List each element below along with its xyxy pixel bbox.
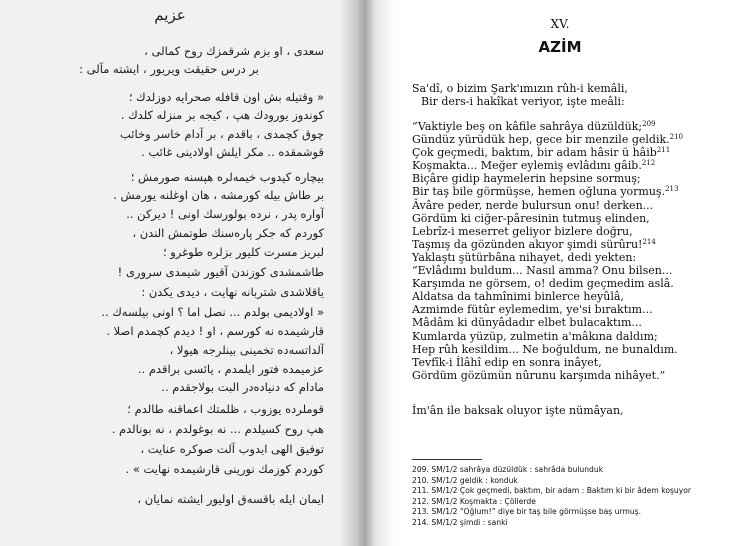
stanza-1 [412,82,747,108]
ottoman-line: قوملرده یوزوب ، ظلمتك اعماقنه طالدم ؛ [127,402,324,416]
ottoman-line: بر درس حقیقت ویریور ، ایشته مآلی : [79,62,259,76]
ottoman-line: « وقتیله بش اون قافله صحرایه دوزلدك ؛ [128,90,324,104]
footnote: 214. SM/1/2 şimdi : sanki [412,517,508,527]
footnote: 209. SM/1/2 sahrâya düzüldük : sahrâda bulunduk [412,465,604,474]
verse-line [412,225,747,238]
ottoman-line: آواره پدر ، نرده بولورسك اونی ! دیركن .. [126,207,324,221]
verse-line [412,120,747,133]
verse-line [412,185,747,198]
ottoman-title: عزیم [154,6,186,24]
ottoman-line: طاشمشدی كوزندن آقیور شیمدی سروری ! [117,265,324,279]
stanza-3 [412,404,747,417]
verse-line [412,356,747,369]
verse-text: Gördüm gözümün nûrunu karşımda nihâyet.” [412,368,666,382]
verse-text: Yaklaştı şütürbâna nihayet, dedi yekten: [412,250,637,264]
gutter-shadow-left [339,0,365,546]
verse-text: İm'ân ile baksak oluyor işte nümâyan, [412,404,624,417]
ottoman-line: ایمان ایله باقسه‌ق اولیور ایشته نمایان ، [137,492,324,506]
ottoman-line: چوق كچمدی ، باقدم ، بر آدام خاسر وخائب [119,127,324,141]
verse-text: Azmimde fütûr eylemedim, ye'si bıraktım... [412,303,653,317]
verse-line [412,199,747,212]
verse-text: Lebrîz-i meserret geliyor bizlere doğru, [412,224,633,238]
ottoman-line: آلداتسه‌ده تخمینی بینلرجه هیولا ، [169,343,324,357]
ottoman-line: سعدی ، او بزم شرقمزك روح كمالی ، [144,44,324,58]
verse-line [412,369,747,382]
verse-text: Biçâre gidip haymelerin hepsine sormuş; [412,172,641,186]
verse-line [412,264,747,277]
verse-line [412,251,747,264]
gutter-shadow-right [365,0,395,546]
verse-text: Tevfîk-i İlâhî edip en sonra inâyet, [412,355,602,369]
verse-line [412,159,747,172]
verse-line [412,316,747,329]
ottoman-line: كوندوز یورودك هپ ، كیجه بر منزله كلدك . [120,108,324,122]
footnote: 211. SM/1/2 Çok geçmedi, baktım, bir adam : Baktım ki bir âdem koşuyor [412,486,692,496]
verse-text: Taşmış da gözünden akıyor şimdi sürûru! [412,237,643,251]
footnote-ref: 210 [669,133,683,142]
ottoman-line: كوردم كوزمك نورینی قارشیمده نهایت » . [125,462,324,476]
footnote: 210. SM/1/2 geldik : konduk [412,475,518,485]
poem-title: AZİM [538,38,582,56]
ottoman-line: لبریز مسرت كلیور بزلره طوغرو ؛ [162,245,324,259]
footnote-ref: 212 [641,159,656,168]
verse-line [412,404,747,417]
right-page [365,0,755,546]
verse-text: Gördüm ki ciğer-pâresinin tutmuş elinden, [412,211,650,225]
verse-text: Mâdâm ki dünyâdadır elbet bulacaktım... [412,316,642,330]
verse-text: Âvâre peder, nerde bulursun onu! derken... [412,198,654,212]
verse-line [412,330,747,343]
verse-text: Hep rûh kesildim... Ne boğuldum, ne bunaldım. [412,342,678,356]
verse-text: Bir taş bile görmüşse, hemen oğluna yormuş. [412,185,666,199]
footnote-ref: 213 [665,185,679,194]
verse-line [412,82,747,95]
verse-text: “Evlâdımı buldum... Nasıl amma? Onu bilsen... [412,264,673,278]
ottoman-line: بیچاره كیدوب خیمه‌لره هپسنه صورمش ؛ [130,170,324,184]
ottoman-line: عزمیمده فتور ایلمدم ، یا‌ئسی براقدم .. [137,362,324,376]
verse-text: Bir ders-i hakîkat veriyor, işte meâli: [421,95,625,109]
verse-line [412,238,747,251]
footnote-ref: 209 [642,120,656,128]
verse-line [412,146,747,159]
verse-text: Çok geçmedi, baktım, bir adam hâsir ü hâib [412,146,657,160]
verse-text: Aldatsa da tahmînimi binlerce heyûlâ, [412,290,624,304]
ottoman-line: یاقلاشدی شتربانه نهایت ، دیدی یكدن : [141,285,324,299]
verse-text: “Vaktiyle beş on kâfile sahrâya düzüldük; [412,120,643,133]
verse-line [412,277,747,290]
verse-line [412,343,747,356]
ottoman-line: هپ روح كسیلدم ... نه بوغولدم ، نه بونالدم . [111,422,324,436]
verse-line [412,172,747,185]
verse-line [412,95,747,108]
footnote-ref: 214 [642,237,656,246]
verse-line [412,290,747,303]
footnote: 212. SM/1/2 Koşmakta : Çöllerde [412,496,536,506]
ottoman-line: توفیق الهی ایدوب آلت صوكره عنایت ، [140,442,324,456]
verse-text: Karşımda ne görsem, o! dedim geçmedim aslâ. [412,277,674,291]
verse-line [412,303,747,316]
verse-line [412,212,747,225]
ottoman-line: مادام كه دنیاده‌در البت بولاجقدم .. [161,380,324,394]
ottoman-line: قوشمقده .. مكر ایلش اولادینی غائب . [141,145,324,159]
verse-text: Sa'dî, o bizim Şark'ımızın rûh-i kemâli, [412,82,628,95]
ottoman-line: كوردم كه جكر پاره‌سنك طوتمش الندن ، [132,226,324,240]
footnotes [412,465,754,529]
left-page [0,0,365,546]
verse-text: Gündüz yürüdük hep, gece bir menzile geldik. [412,133,670,147]
ottoman-line: بر طاش بیله كورمشه ، هان اوغلنه یورمش . [113,188,324,202]
ottoman-line: قارشیمده نه كورسم ، او ! دیدم كچمدم اصلا . [106,324,324,338]
verse-line [412,133,747,146]
footnote-divider [412,459,482,460]
ottoman-line: « اولادیمی بولدم ... نصل اما ؟ اونی بیلسه‌ك .. [101,305,324,319]
verse-text: Koşmakta... Meğer eylemiş evlâdını gâib. [412,159,642,173]
stanza-2 [412,120,747,382]
poem-number: XV. [550,17,570,31]
verse-text: Kumlarda yüzüp, zulmetin a'mâkına daldım; [412,329,658,343]
footnote-ref: 211 [656,146,671,155]
footnote: 213. SM/1/2 “Oğlum!” diye bir taş bile görmüşse baş urmuş. [412,507,642,517]
